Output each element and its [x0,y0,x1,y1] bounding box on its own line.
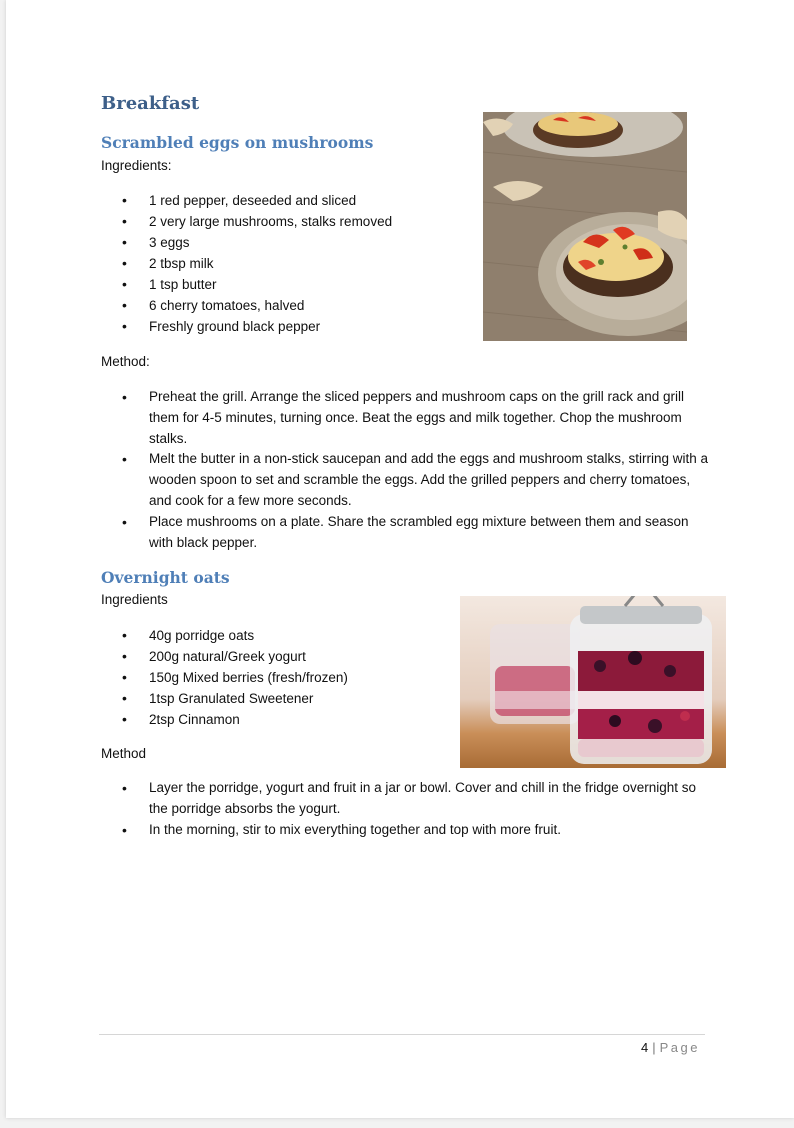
ingredients-label: Ingredients [101,592,168,607]
page-word: Page [659,1040,700,1055]
list-item: • Layer the porridge, yogurt and fruit in a jar or bowl. Cover and chill in the fridge overnight so the porridge absorbs the yogurt. [101,778,711,820]
list-item: • 40g porridge oats [101,625,348,646]
scrambled-eggs-photo [483,112,687,341]
list-item: • 2 very large mushrooms, stalks removed [101,211,392,232]
list-item: • Melt the butter in a non-stick saucepan and add the eggs and mushroom stalks, stirring with a wooden spoon to set and scramble the eggs. Add the grilled peppers and cherry tomatoes, and cook for a few more seconds. [101,449,711,511]
list-item: • 200g natural/Greek yogurt [101,646,348,667]
page-number-value: 4 [641,1040,649,1055]
list-item: • 150g Mixed berries (fresh/frozen) [101,667,348,688]
recipe-title-scrambled-eggs: Scrambled eggs on mushrooms [101,133,374,152]
ingredients-list [101,625,348,730]
list-item: • Preheat the grill. Arrange the sliced peppers and mushroom caps on the grill rack and grill them for 4-5 minutes, turning once. Beat the eggs and milk together. Chop the mushroom stalks. [101,387,711,449]
list-item: • 1 red pepper, deseeded and sliced [101,190,392,211]
ingredients-label: Ingredients: [101,158,172,173]
list-item: • Freshly ground black pepper [101,316,392,337]
list-item: • 1tsp Granulated Sweetener [101,688,348,709]
ingredients-list [101,190,392,337]
page-number [641,1040,700,1055]
list-item: • 2tsp Cinnamon [101,709,348,730]
method-list [101,778,711,840]
list-item: • 2 tbsp milk [101,253,392,274]
list-item: • 1 tsp butter [101,274,392,295]
section-title: Breakfast [101,93,200,114]
document-page [6,0,794,1118]
list-item: • 3 eggs [101,232,392,253]
list-item: • 6 cherry tomatoes, halved [101,295,392,316]
method-label: Method: [101,354,150,369]
method-label: Method [101,746,147,761]
overnight-oats-photo [460,596,726,768]
recipe-title-overnight-oats: Overnight oats [101,568,230,587]
footer-divider [99,1034,705,1035]
page-number-separator: | [652,1040,656,1055]
method-list [101,387,711,553]
list-item: • Place mushrooms on a plate. Share the scrambled egg mixture between them and season with black pepper. [101,512,711,554]
list-item: • In the morning, stir to mix everything together and top with more fruit. [101,820,711,841]
